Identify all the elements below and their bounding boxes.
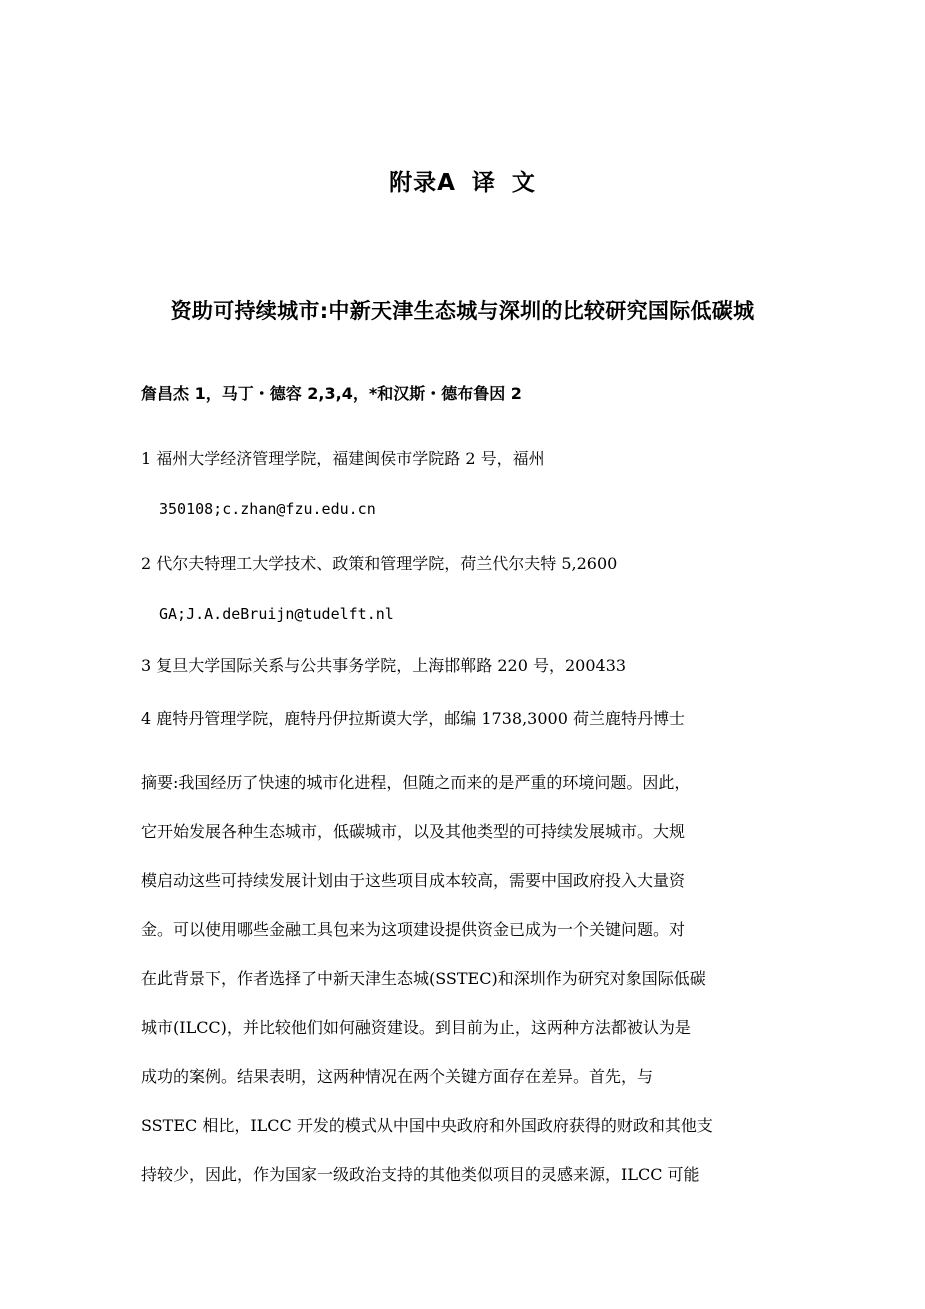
abstract-line: 模启动这些可持续发展计划由于这些项目成本较高，需要中国政府投入大量资 <box>141 871 686 890</box>
affiliation-4: 4 鹿特丹管理学院，鹿特丹伊拉斯谟大学，邮编 1738,3000 荷兰鹿特丹博士 <box>141 709 685 728</box>
affiliation-1-line-1: 1 福州大学经济管理学院，福建闽侯市学院路 2 号，福州 <box>141 449 545 468</box>
appendix-title <box>0 164 925 197</box>
abstract-line: 城市(ILCC)，并比较他们如何融资建设。到目前为止，这两种方法都被认为是 <box>141 1018 691 1037</box>
appendix-word-1: 译 <box>471 170 496 196</box>
abstract-line: SSTEC 相比，ILCC 开发的模式从中国中央政府和外国政府获得的财政和其他支 <box>141 1116 713 1135</box>
abstract <box>141 772 781 1213</box>
abstract-line: 在此背景下，作者选择了中新天津生态城(SSTEC)和深圳作为研究对象国际低碳 <box>141 969 706 988</box>
paper-title: 资助可持续城市:中新天津生态城与深圳的比较研究国际低碳城 <box>170 299 755 323</box>
abstract-line: 成功的案例。结果表明，这两种情况在两个关键方面存在差异。首先，与 <box>141 1067 654 1086</box>
affiliation-2-line-2: GA;J.A.deBruijn@tudelft.nl <box>159 605 394 623</box>
abstract-line: 持较少，因此，作为国家一级政治支持的其他类似项目的灵感来源，ILCC 可能 <box>141 1165 700 1184</box>
author-list: 詹昌杰 1，马丁・德容 2,3,4，*和汉斯・德布鲁因 2 <box>141 384 522 403</box>
abstract-line: 它开始发展各种生态城市，低碳城市，以及其他类型的可持续发展城市。大规 <box>141 822 686 841</box>
appendix-word-2: 文 <box>511 170 536 196</box>
affiliation-1-line-2: 350108;c.zhan@fzu.edu.cn <box>159 500 376 518</box>
affiliation-2-line-1: 2 代尔夫特理工大学技术、政策和管理学院，荷兰代尔夫特 5,2600 <box>141 554 618 573</box>
abstract-line: 摘要:我国经历了快速的城市化进程，但随之而来的是严重的环境问题。因此， <box>141 773 691 792</box>
affiliation-3: 3 复旦大学国际关系与公共事务学院，上海邯郸路 220 号，200433 <box>141 656 627 675</box>
abstract-line: 金。可以使用哪些金融工具包来为这项建设提供资金已成为一个关键问题。对 <box>141 920 686 939</box>
appendix-label: 附录A <box>389 170 456 196</box>
